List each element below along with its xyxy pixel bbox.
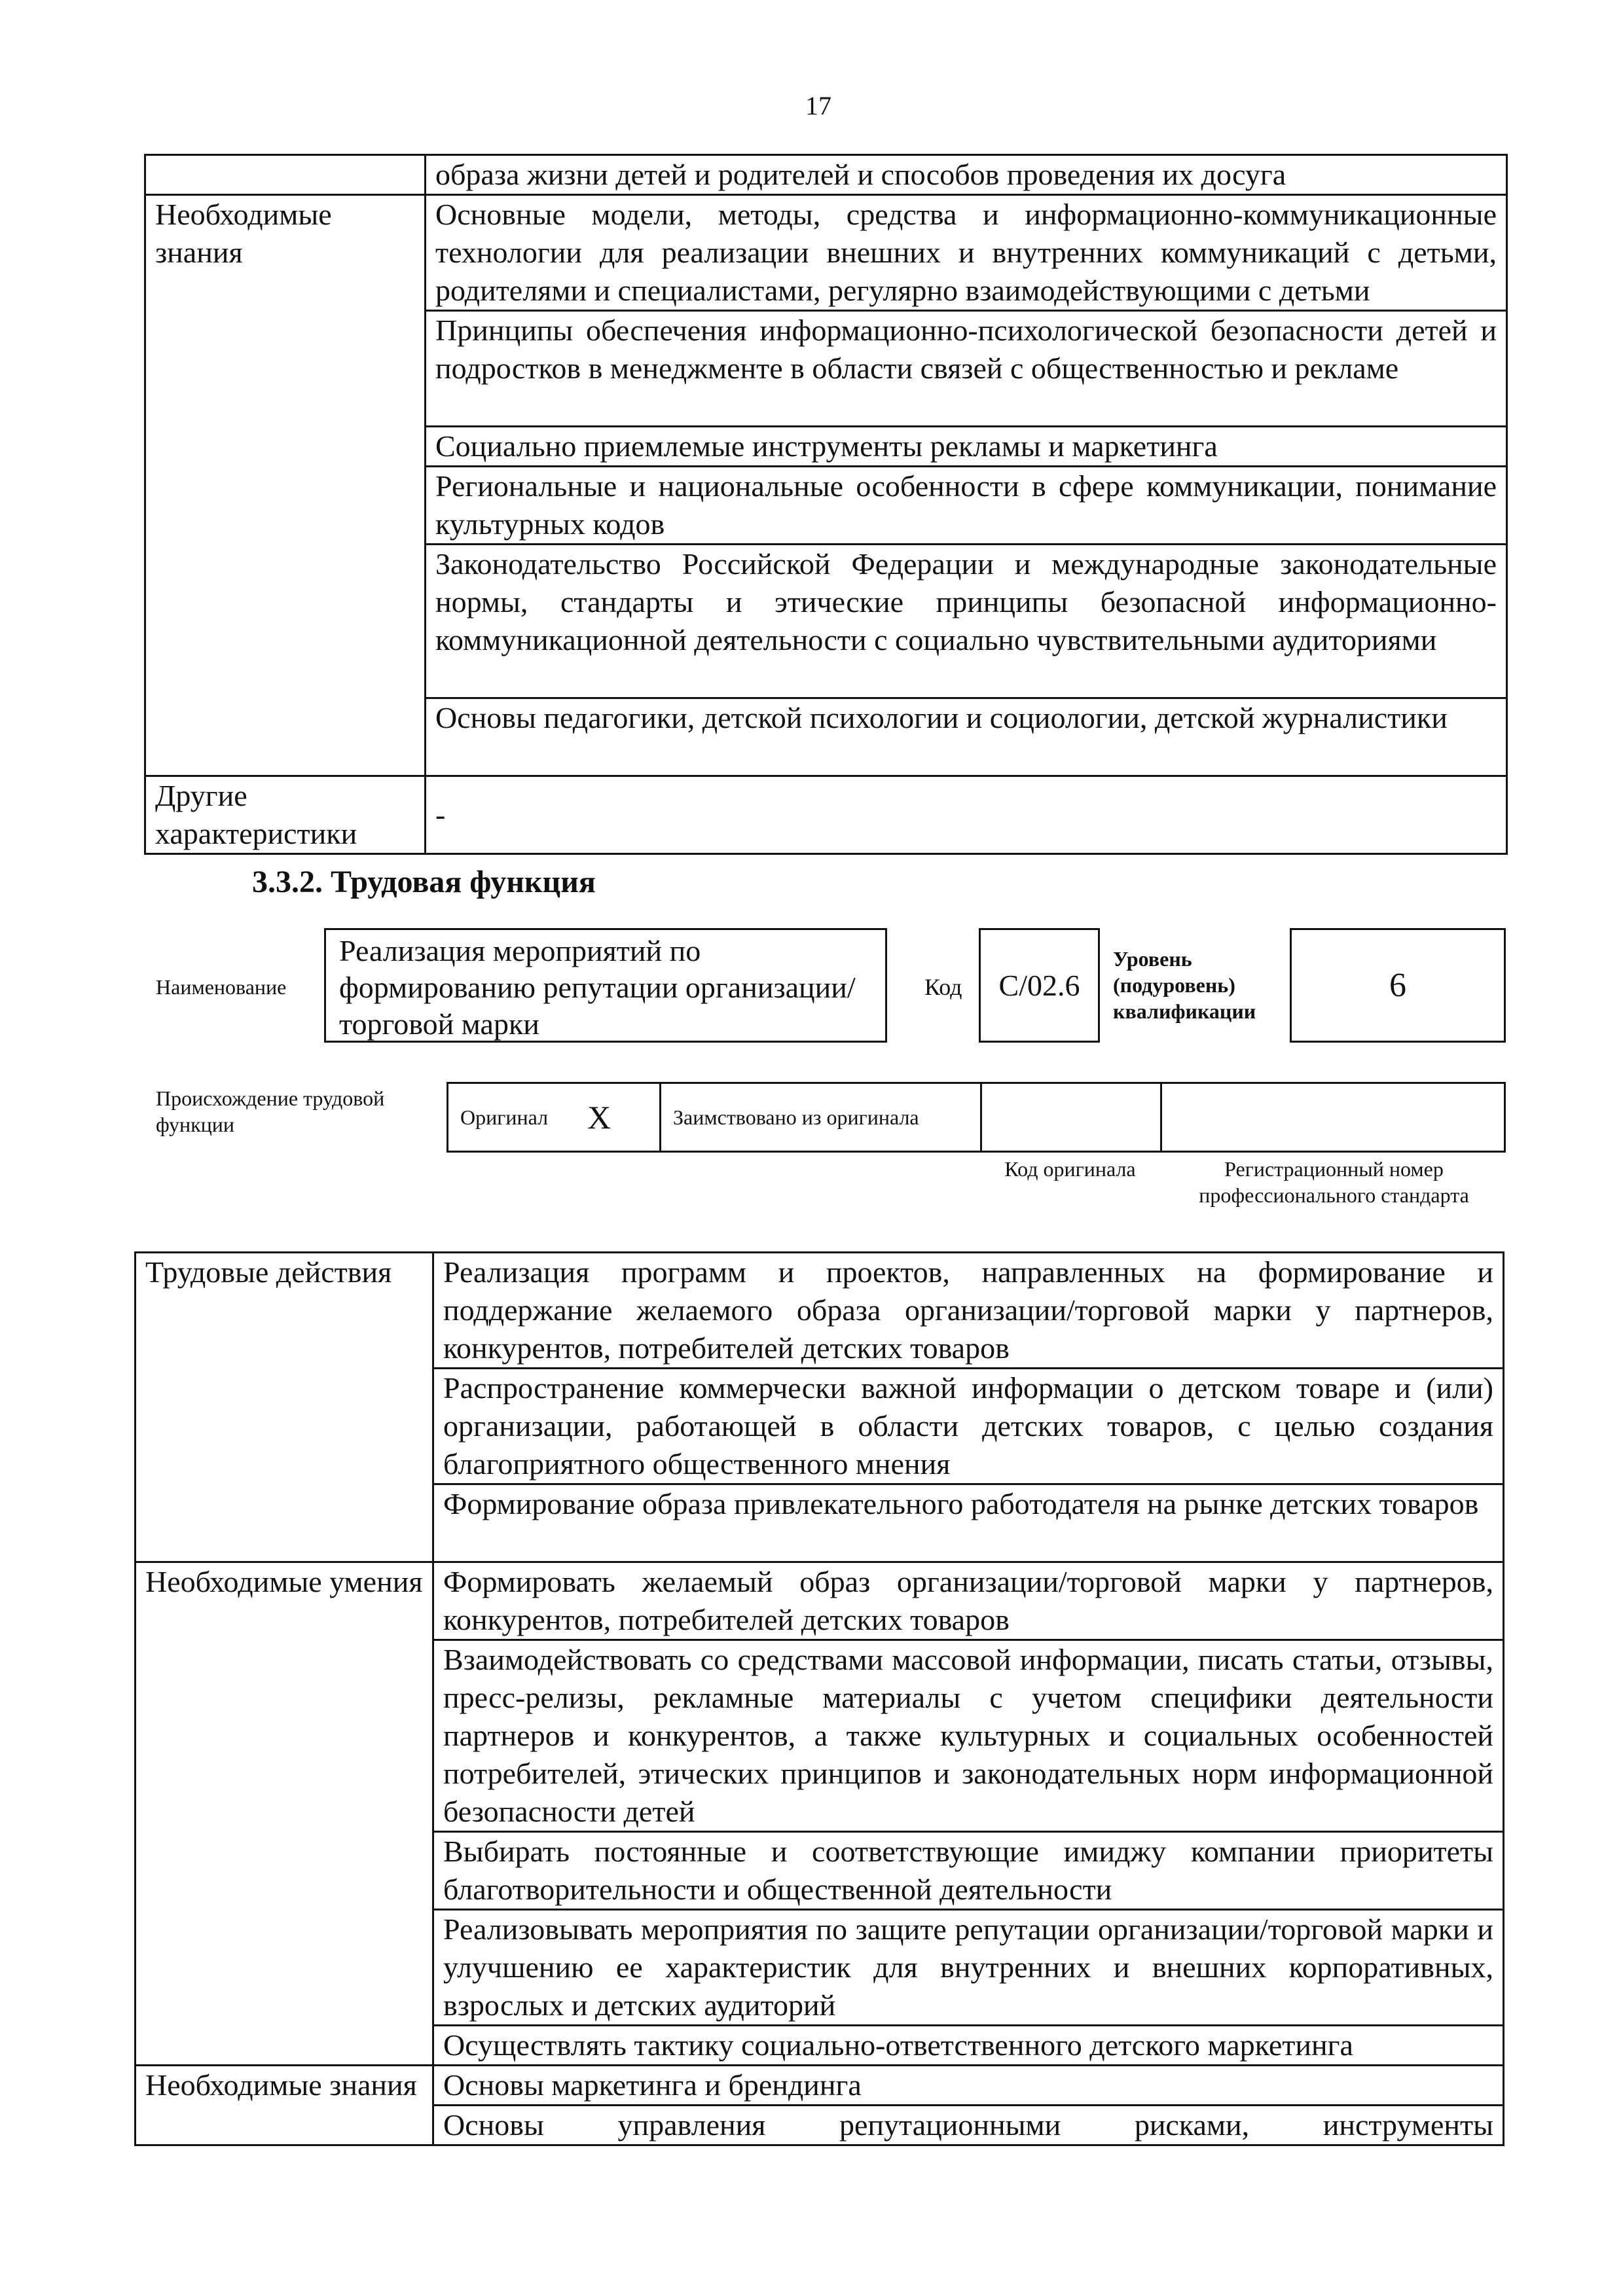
table-cell: Социально приемлемые инструменты рекламы и маркетинга	[426, 427, 1507, 467]
table-cell: -	[426, 776, 1507, 854]
name-label: Наименование	[156, 975, 287, 999]
table-cell: Реализация программ и проектов, направленных на формирование и поддержание желаемого образа организации/торговой марки у партнеров, конкурентов, потребителей детских товаров	[433, 1253, 1504, 1369]
level-label: Уровень (подуровень) квалификации	[1113, 947, 1256, 1023]
table-cell: Выбирать постоянные и соответствующие имиджу компании приоритеты благотворительности и общественной деятельности	[433, 1832, 1504, 1910]
row-label-required-skills: Необходимые умения	[136, 1562, 433, 2066]
origin-label: Происхождение трудовой функции	[156, 1086, 385, 1136]
table-row	[136, 2066, 1504, 2106]
table-cell: образа жизни детей и родителей и способов проведения их досуга	[426, 155, 1507, 195]
table-cell: Реализовывать мероприятия по защите репутации организации/торговой марки и улучшению ее характеристик для внутренних и внешних корпоративных, взрослых и детских аудиторий	[433, 1910, 1504, 2026]
function-name-box: Реализация мероприятий по формированию репутации организации/торговой марки	[324, 928, 887, 1043]
registration-number-cell	[1162, 1084, 1504, 1151]
row-label	[145, 155, 426, 195]
original-label: Оригинал	[460, 1105, 549, 1129]
page-number: 17	[805, 91, 831, 120]
row-label-required-knowledge: Необходимые знания	[145, 195, 426, 776]
table-cell: Основные модели, методы, средства и информационно-коммуникационные технологии для реализации внешних и внутренних коммуникаций с детьми, родителями и специалистами, регулярно взаимодействующими с детьми	[426, 195, 1507, 311]
row-label-other-characteristics: Другие характеристики	[145, 776, 426, 854]
table-cell: Региональные и национальные особенности в сфере коммуникации, понимание культурных кодов	[426, 467, 1507, 545]
registration-caption: Регистрационный номер профессионального стандарта	[1199, 1157, 1469, 1207]
original-mark: X	[587, 1099, 611, 1136]
table-cell: Основы педагогики, детской психологии и социологии, детской журналистики	[426, 698, 1507, 776]
qualification-level-box: 6	[1290, 928, 1506, 1043]
borrowed-label: Заимствовано из оригинала	[661, 1084, 982, 1151]
code-label: Код	[924, 974, 962, 1000]
table-cell: Основы управления репутационными рисками, инструменты	[433, 2106, 1504, 2145]
table-cell: Взаимодействовать со средствами массовой информации, писать статьи, отзывы, пресс-релизы, рекламные материалы с учетом специфики деятельности партнеров и конкурентов, а также культурных и социальных особенностей потребителей, этических принципов и законодательных норм информационной безопасности детей	[433, 1640, 1504, 1832]
table-cell: Основы маркетинга и брендинга	[433, 2066, 1504, 2106]
original-code-cell	[982, 1084, 1162, 1151]
table-row	[145, 195, 1507, 311]
row-label-required-knowledge-2: Необходимые знания	[136, 2066, 433, 2145]
table-row	[136, 1562, 1504, 1640]
top-requirements-table	[144, 154, 1508, 855]
table-row	[145, 155, 1507, 195]
table-cell: Законодательство Российской Федерации и международные законодательные нормы, стандарты и этические принципы безопасной информационно-коммуникационной деятельности с социально чувствительными аудиториями	[426, 545, 1507, 698]
code-caption: Код оригинала	[1004, 1157, 1136, 1181]
origin-original-cell	[448, 1084, 661, 1151]
labor-function-table	[134, 1251, 1504, 2146]
table-cell: Осуществлять тактику социально-ответственного детского маркетинга	[433, 2026, 1504, 2066]
origin-row	[447, 1082, 1506, 1153]
function-code-box: C/02.6	[979, 928, 1100, 1043]
table-cell: Формирование образа привлекательного работодателя на рынке детских товаров	[433, 1484, 1504, 1562]
table-row	[145, 776, 1507, 854]
section-heading: 3.3.2. Трудовая функция	[252, 865, 596, 899]
table-cell: Принципы обеспечения информационно-психологической безопасности детей и подростков в менеджменте в области связей с общественностью и рекламе	[426, 311, 1507, 427]
table-cell: Распространение коммерчески важной информации о детском товаре и (или) организации, работающей в области детских товаров, с целью создания благоприятного общественного мнения	[433, 1369, 1504, 1484]
table-cell: Формировать желаемый образ организации/торговой марки у партнеров, конкурентов, потребителей детских товаров	[433, 1562, 1504, 1640]
row-label-labor-actions: Трудовые действия	[136, 1253, 433, 1562]
table-row	[136, 1253, 1504, 1369]
